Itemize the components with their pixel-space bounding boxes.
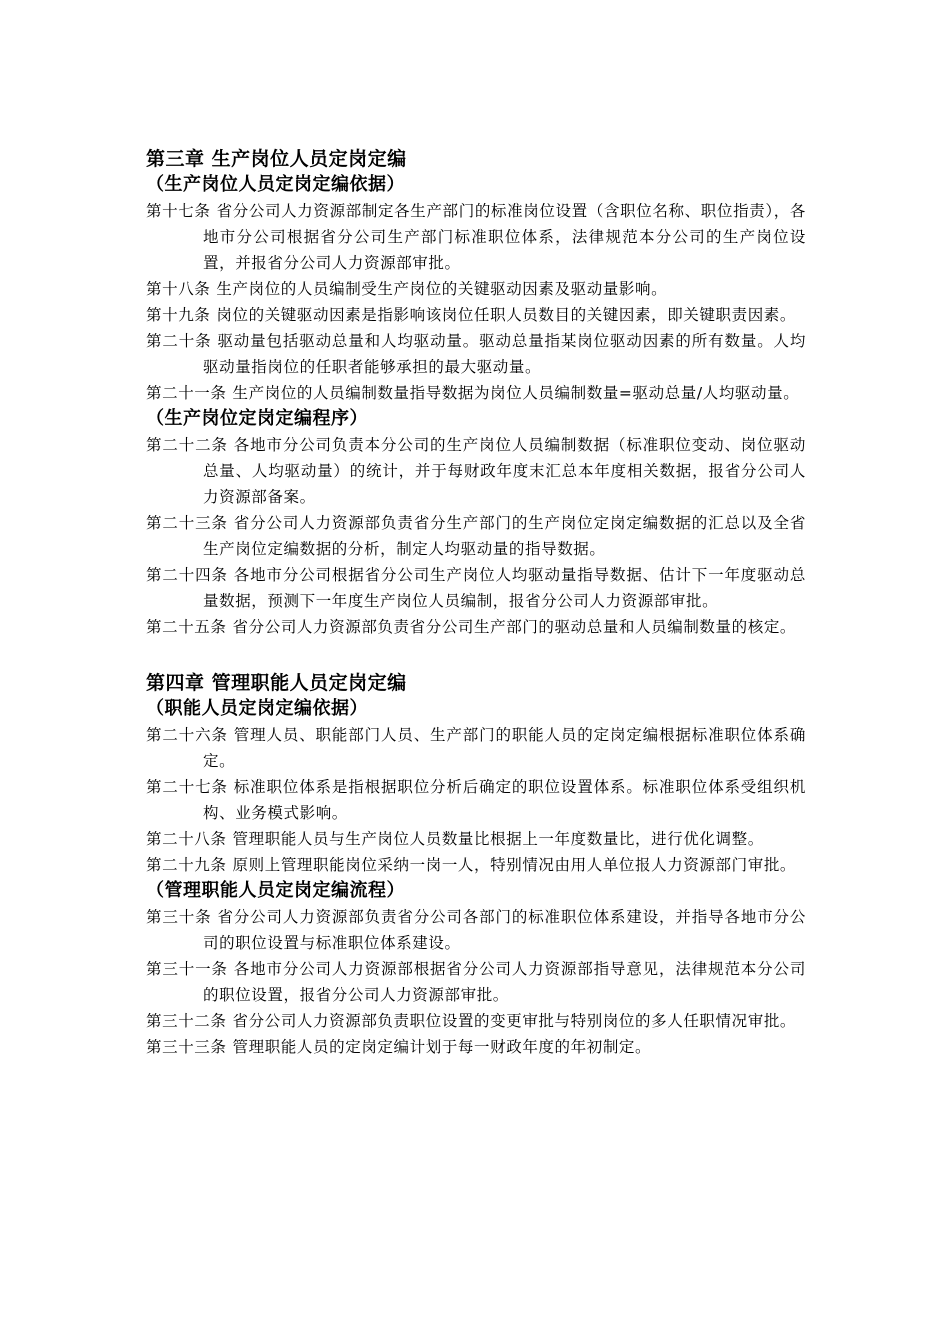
article: [146, 614, 806, 640]
article-number: 第三十二条: [146, 1012, 227, 1030]
article-number: 第二十三条: [146, 514, 228, 532]
article-text: 省分公司人力资源部负责省分公司生产部门的驱动总量和人员编制数量的核定。: [232, 618, 797, 636]
article: [146, 774, 806, 826]
article: [146, 510, 806, 562]
article: [146, 276, 806, 302]
article: [146, 1034, 806, 1060]
article: [146, 904, 806, 956]
article-text: 岗位的关键驱动因素是指影响该岗位任职人员数目的关键因素，即关键职责因素。: [216, 306, 797, 324]
article: [146, 826, 806, 852]
article: [146, 328, 806, 380]
article-text: 省分公司人力资源部制定各生产部门的标准岗位设置（含职位名称、职位指责），各地市分公司根据省分公司生产部门标准职位体系，法律规范本分公司的生产岗位设置，并报省分公司人力资源部审批。: [203, 202, 807, 272]
article: [146, 380, 806, 406]
article-text: 标准职位体系是指根据职位分析后确定的职位设置体系。标准职位体系受组织机构、业务模式影响。: [203, 778, 806, 822]
article-text: 生产岗位的人员编制受生产岗位的关键驱动因素及驱动量影响。: [216, 280, 668, 298]
article-number: 第二十四条: [146, 566, 228, 584]
article: [146, 956, 806, 1008]
article-text: 管理职能人员的定岗定编计划于每一财政年度的年初制定。: [232, 1038, 652, 1056]
article-number: 第十七条: [146, 202, 211, 220]
article-text: 各地市分公司根据省分公司生产岗位人均驱动量指导数据、估计下一年度驱动总量数据，预测下一年度生产岗位人员编制，报省分公司人力资源部审批。: [203, 566, 806, 610]
article: [146, 722, 806, 774]
article-text: 各地市分公司人力资源部根据省分公司人力资源部指导意见，法律规范本分公司的职位设置，报省分公司人力资源部审批。: [203, 960, 806, 1004]
article-number: 第二十八条: [146, 830, 227, 848]
article: [146, 1008, 806, 1034]
article-text: 管理人员、职能部门人员、生产部门的职能人员的定岗定编根据标准职位体系确定。: [203, 726, 806, 770]
article: [146, 432, 806, 510]
article-number: 第二十条: [146, 332, 212, 350]
article-text: 原则上管理职能岗位采纳一岗一人，特别情况由用人单位报人力资源部门审批。: [232, 856, 797, 874]
chapter-spacer: [146, 640, 806, 670]
article: [146, 198, 806, 276]
article-number: 第二十九条: [146, 856, 227, 874]
article: [146, 562, 806, 614]
article-number: 第二十二条: [146, 436, 228, 454]
chapter-title: 第四章 管理职能人员定岗定编: [146, 672, 407, 694]
article-number: 第三十三条: [146, 1038, 227, 1056]
chapter-title: 第三章 生产岗位人员定岗定编: [146, 148, 407, 170]
article: [146, 302, 806, 328]
article-text: 省分公司人力资源部负责省分公司各部门的标准职位体系建设，并指导各地市分公司的职位设置与标准职位体系建设。: [203, 908, 807, 952]
article-number: 第二十六条: [146, 726, 228, 744]
article-number: 第十八条: [146, 280, 211, 298]
article-text: 省分公司人力资源部负责省分生产部门的生产岗位定岗定编数据的汇总以及全省生产岗位定编数据的分析，制定人均驱动量的指导数据。: [203, 514, 806, 558]
article-number: 第二十一条: [146, 384, 227, 402]
article-text: 生产岗位的人员编制数量指导数据为岗位人员编制数量=驱动总量/人均驱动量。: [232, 384, 800, 402]
section-heading: （管理职能人员定岗定编流程）: [146, 880, 405, 901]
article-number: 第十九条: [146, 306, 211, 324]
section-heading: （生产岗位人员定岗定编依据）: [146, 174, 405, 195]
article-text: 管理职能人员与生产岗位人员数量比根据上一年度数量比，进行优化调整。: [232, 830, 764, 848]
article-number: 第三十条: [146, 908, 212, 926]
article: [146, 852, 806, 878]
article-number: 第二十七条: [146, 778, 228, 796]
article-number: 第三十一条: [146, 960, 228, 978]
section-heading: （职能人员定岗定编依据）: [146, 698, 368, 719]
document-page: [146, 146, 806, 1060]
article-text: 省分公司人力资源部负责职位设置的变更审批与特别岗位的多人任职情况审批。: [232, 1012, 797, 1030]
article-number: 第二十五条: [146, 618, 227, 636]
article-text: 各地市分公司负责本分公司的生产岗位人员编制数据（标准职位变动、岗位驱动总量、人均驱动量）的统计，并于每财政年度末汇总本年度相关数据，报省分公司人力资源部备案。: [203, 436, 806, 506]
section-heading: （生产岗位定岗定编程序）: [146, 408, 368, 429]
article-text: 驱动量包括驱动总量和人均驱动量。驱动总量指某岗位驱动因素的所有数量。人均驱动量指岗位的任职者能够承担的最大驱动量。: [203, 332, 807, 376]
